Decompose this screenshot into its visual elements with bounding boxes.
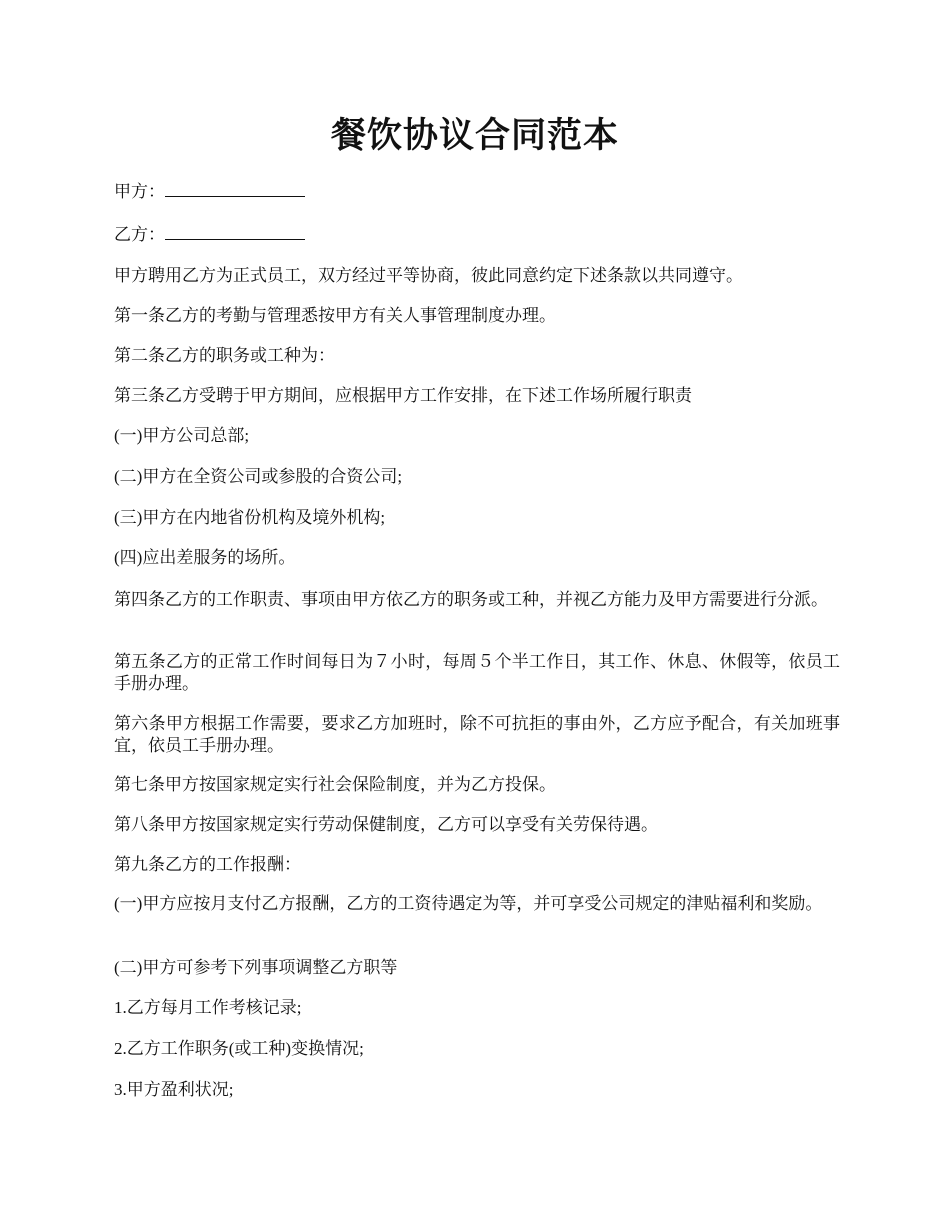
paragraph: 3.甲方盈利状况; <box>114 1080 234 1099</box>
paragraph: 1.乙方每月工作考核记录; <box>114 998 302 1017</box>
document-title: 餐饮协议合同范本 <box>330 116 619 155</box>
paragraph: 2.乙方工作职务(或工种)变换情况; <box>114 1039 364 1058</box>
paragraph: (一)甲方应按月支付乙方报酬，乙方的工资待遇定为等，并可享受公司规定的津贴福利和奖励。 <box>114 894 823 913</box>
paragraph: 第六条甲方根据工作需要，要求乙方加班时，除不可抗拒的事由外，乙方应予配合，有关加班事宜，依员工手册办理。 <box>114 714 840 755</box>
party-b-line <box>114 224 840 246</box>
paragraph: 第二条乙方的职务或工种为： <box>114 346 335 365</box>
paragraph: 第三条乙方受聘于甲方期间，应根据甲方工作安排，在下述工作场所履行职责 <box>114 386 692 405</box>
paragraph: 第一条乙方的考勤与管理悉按甲方有关人事管理制度办理。 <box>114 306 556 325</box>
paragraph: 第七条甲方按国家规定实行社会保险制度，并为乙方投保。 <box>114 775 556 794</box>
paragraph: 第五条乙方的正常工作时间每日为７小时，每周５个半工作日，其工作、休息、休假等，依员工手册办理。 <box>114 652 840 693</box>
party-b-label: 乙方： <box>114 225 165 244</box>
paragraph: (一)甲方公司总部; <box>114 426 250 445</box>
party-a-line <box>114 181 840 203</box>
party-a-label: 甲方： <box>114 182 165 201</box>
paragraph: (二)甲方可参考下列事项调整乙方职等 <box>114 958 398 977</box>
party-a-blank <box>165 182 305 197</box>
paragraph: 第八条甲方按国家规定实行劳动保健制度，乙方可以享受有关劳保待遇。 <box>114 815 658 834</box>
paragraph: 甲方聘用乙方为正式员工，双方经过平等协商，彼此同意约定下述条款以共同遵守。 <box>114 266 743 285</box>
paragraph: (二)甲方在全资公司或参股的合资公司; <box>114 467 403 486</box>
paragraph: (三)甲方在内地省份机构及境外机构; <box>114 508 386 527</box>
paragraph: 第九条乙方的工作报酬： <box>114 855 301 874</box>
paragraph: 第四条乙方的工作职责、事项由甲方依乙方的职务或工种，并视乙方能力及甲方需要进行分派。 <box>114 590 828 609</box>
paragraph: (四)应出差服务的场所。 <box>114 548 296 567</box>
party-b-blank <box>165 225 305 240</box>
